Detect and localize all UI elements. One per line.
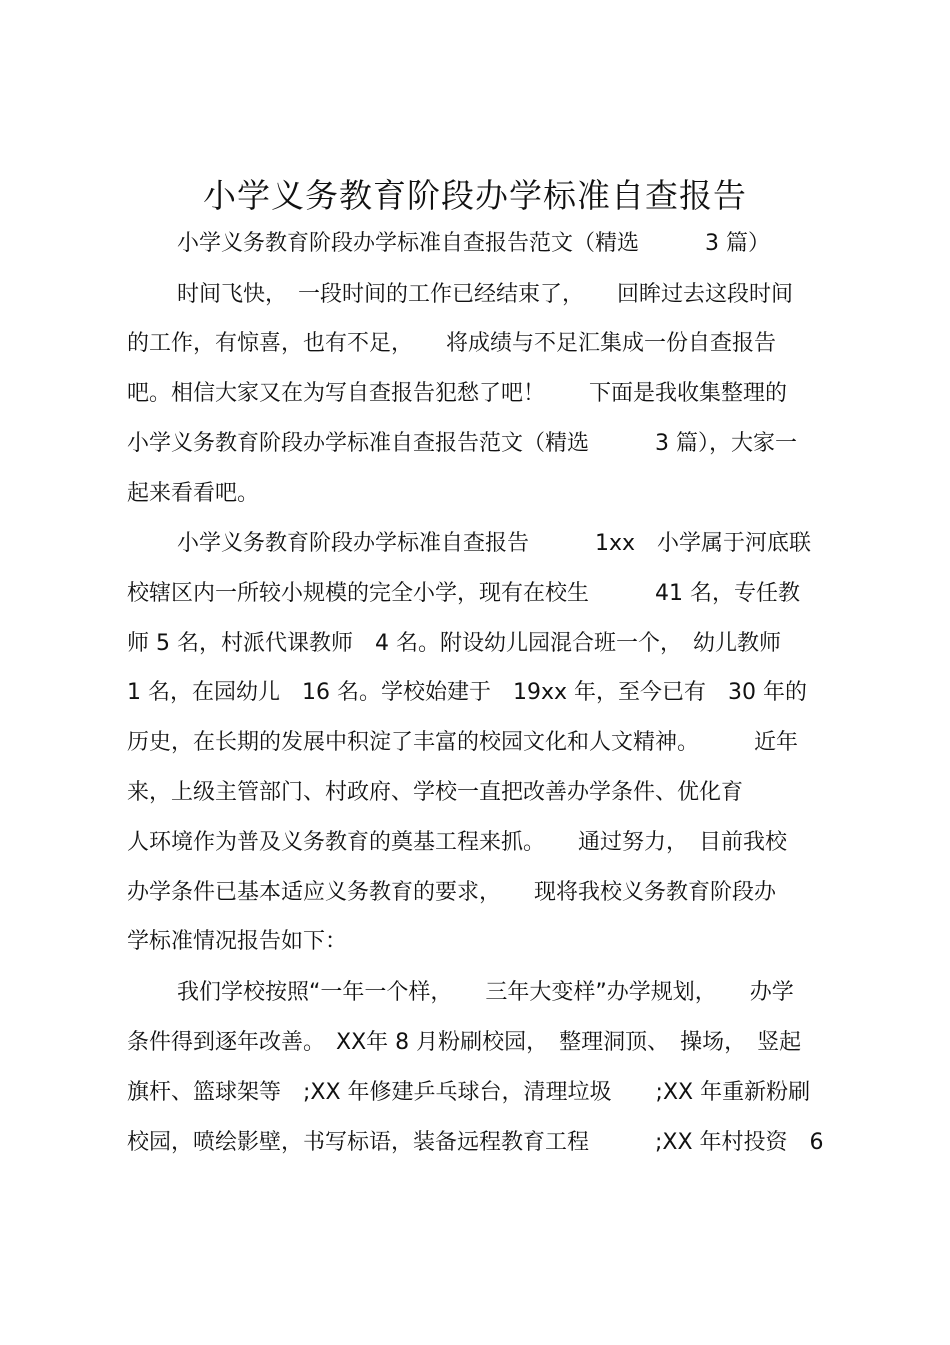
- paragraph-line: 历史，在长期的发展中积淀了丰富的校园文化和人文精神。 近年: [127, 730, 799, 755]
- paragraph-line: 1 名，在园幼儿 16 名。学校始建于 19xx 年，至今已有 30 年的: [127, 680, 807, 705]
- paragraph-line: 我们学校按照“一年一个样， 三年大变样”办学规划， 办学: [177, 980, 794, 1005]
- paragraph-line: 办学条件已基本适应义务教育的要求， 现将我校义务教育阶段办: [127, 880, 777, 905]
- document-title: 小学义务教育阶段办学标准自查报告: [203, 176, 747, 215]
- paragraph-line: 小学义务教育阶段办学标准自查报告范文（精选 3 篇），大家一: [127, 431, 797, 456]
- paragraph-line: 的工作，有惊喜，也有不足， 将成绩与不足汇集成一份自查报告: [127, 331, 777, 356]
- paragraph-line: 师 5 名，村派代课教师 4 名。附设幼儿园混合班一个， 幼儿教师: [127, 631, 781, 656]
- paragraph-line: 时间飞快， 一段时间的工作已经结束了， 回眸过去这段时间: [177, 282, 794, 307]
- paragraph-line: 学标准情况报告如下：: [127, 929, 348, 954]
- paragraph-line: 条件得到逐年改善。 XX年 8 月粉刷校园， 整理洞顶、 操场， 竖起: [127, 1030, 802, 1055]
- paragraph-line: 起来看看吧。: [127, 481, 260, 506]
- subtitle-line: 小学义务教育阶段办学标准自查报告范文（精选 3 篇）: [177, 231, 770, 256]
- paragraph-line: 旗杆、篮球架等 ;XX 年修建乒乓球台，清理垃圾 ;XX 年重新粉刷: [127, 1080, 811, 1105]
- paragraph-line: 来，上级主管部门、村政府、学校一直把改善办学条件、优化育: [127, 780, 744, 805]
- paragraph-line: 校园，喷绘影壁，书写标语，装备远程教育工程 ;XX 年村投资 6: [127, 1130, 824, 1155]
- paragraph-line: 人环境作为普及义务教育的奠基工程来抓。 通过努力， 目前我校: [127, 830, 788, 855]
- paragraph-line: 吧。相信大家又在为写自查报告犯愁了吧！ 下面是我收集整理的: [127, 381, 788, 406]
- paragraph-line: 小学义务教育阶段办学标准自查报告 1xx 小学属于河底联: [177, 531, 812, 556]
- paragraph-line: 校辖区内一所较小规模的完全小学，现有在校生 41 名，专任教: [127, 581, 800, 606]
